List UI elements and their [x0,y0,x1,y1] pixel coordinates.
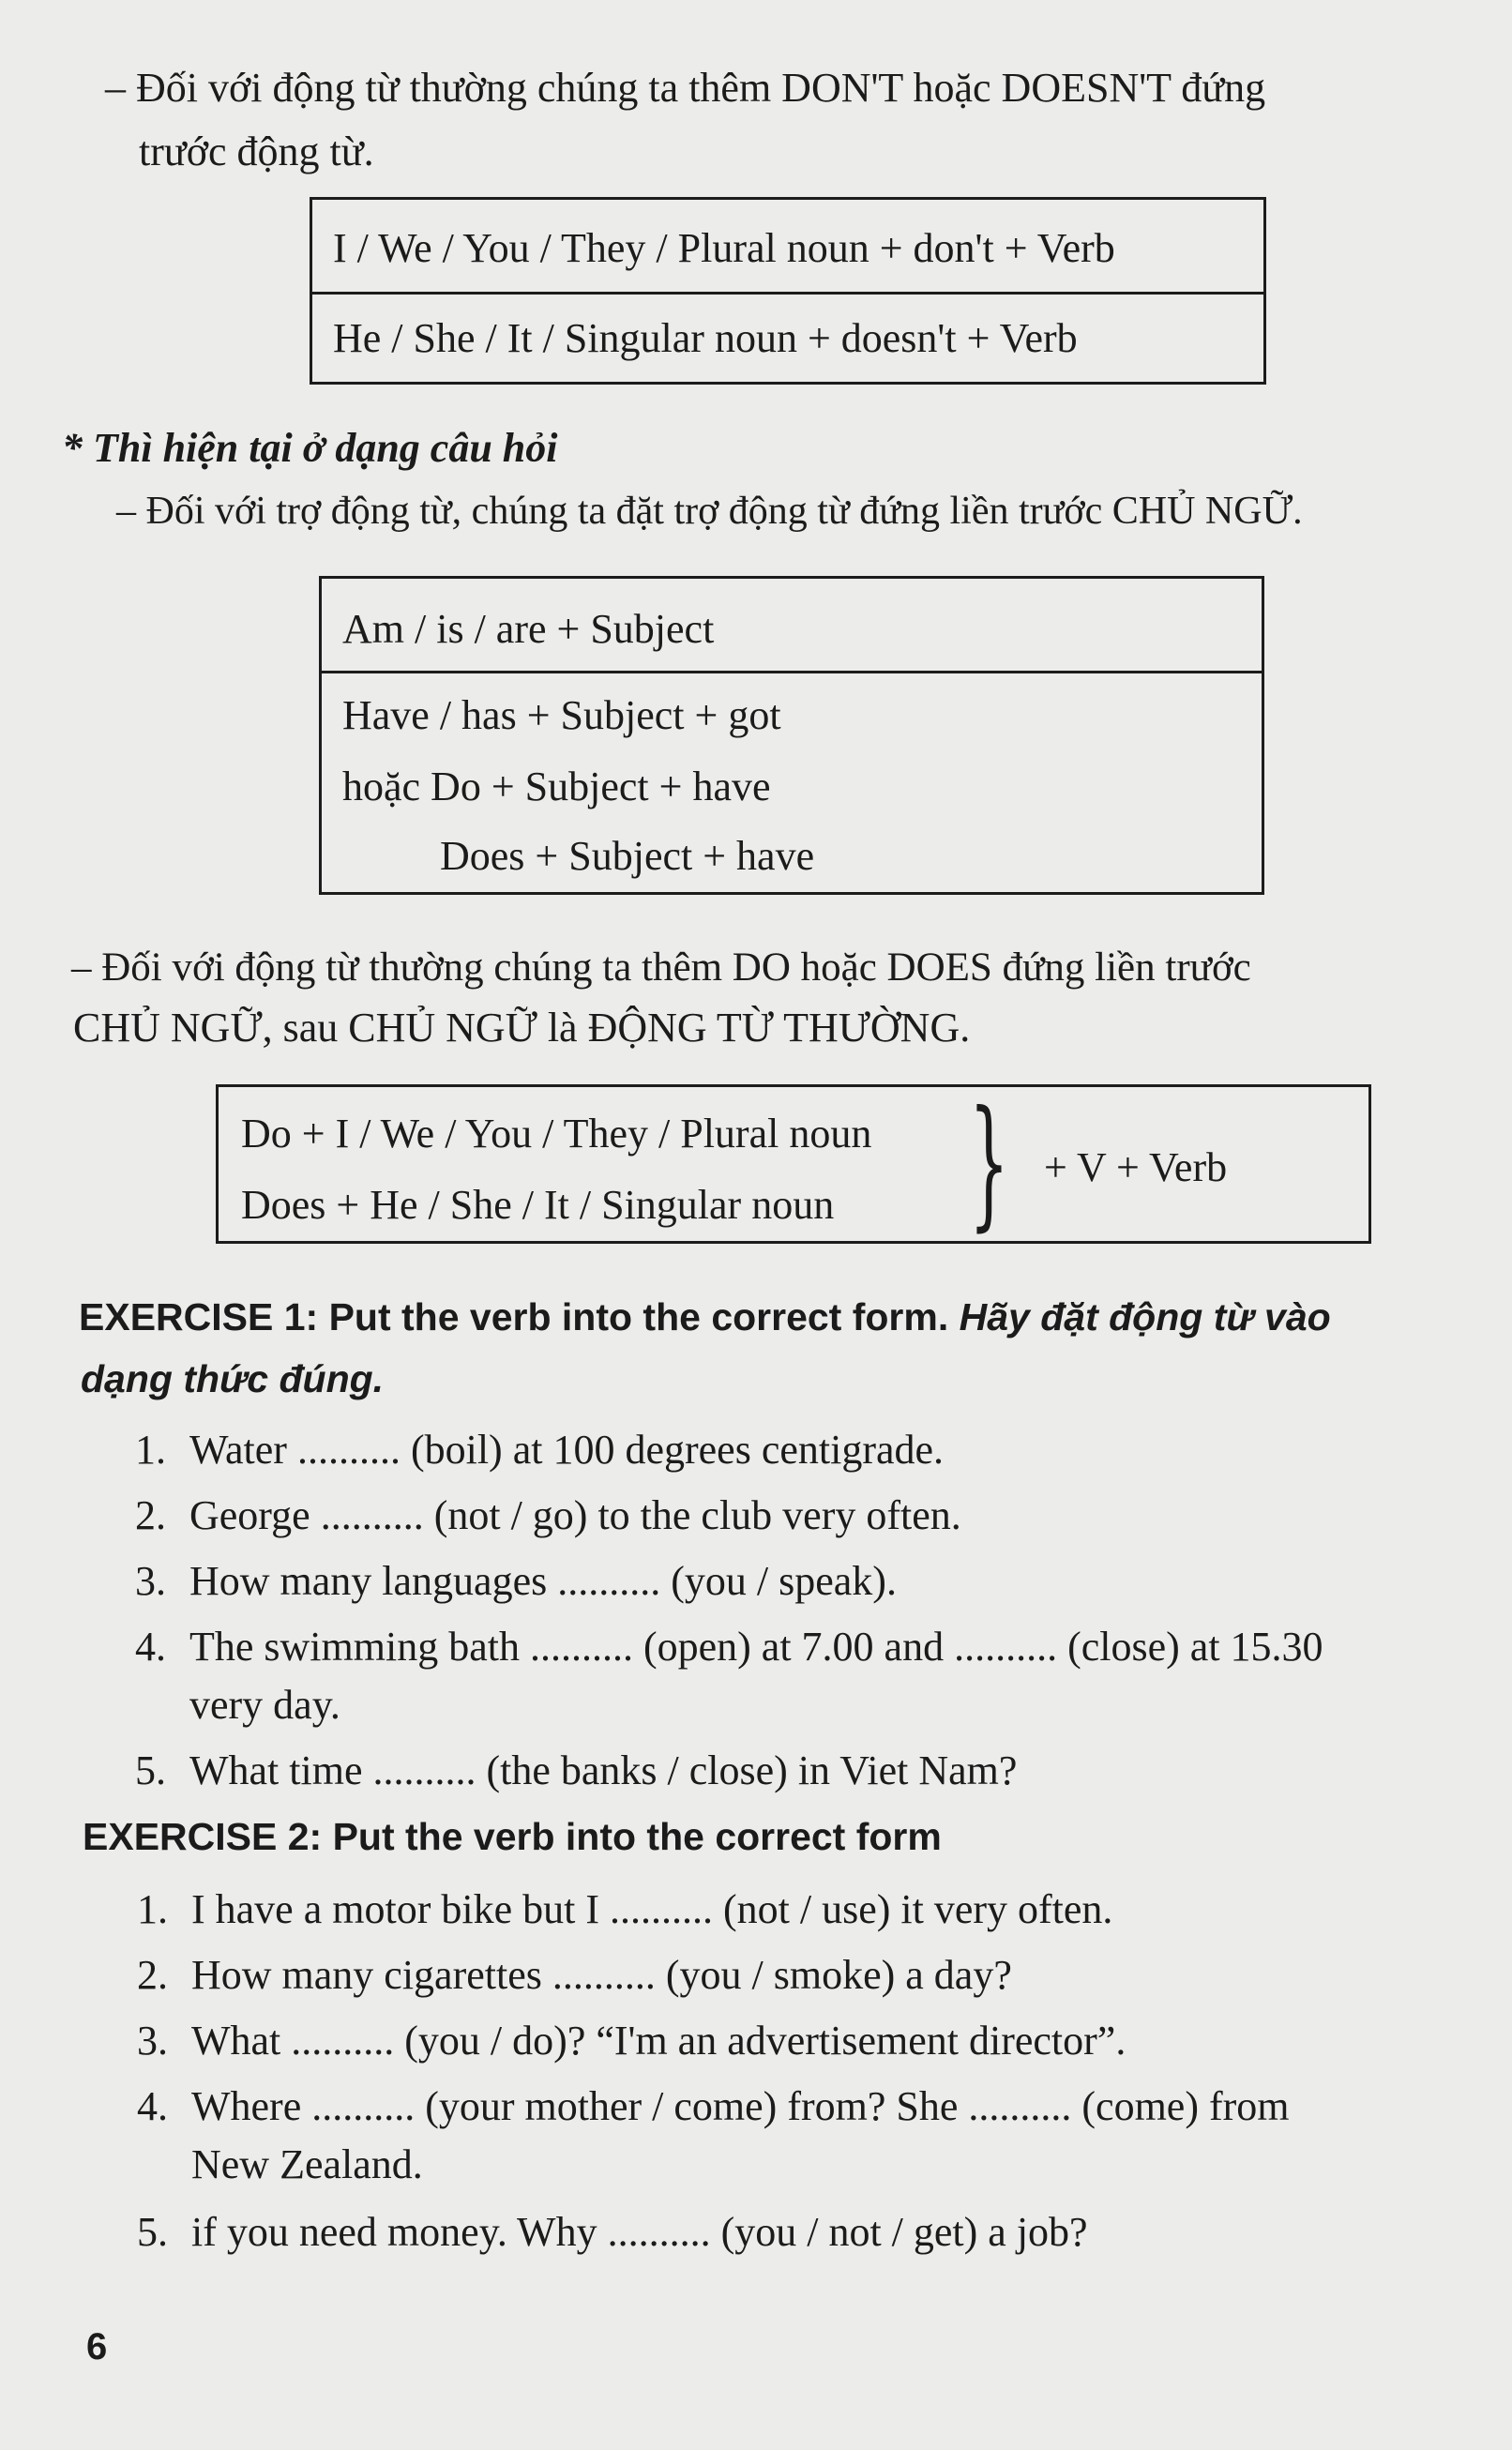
item-number: 5. [135,1747,166,1793]
auxiliary-question-table [319,576,1264,895]
item-text: George .......... (not / go) to the club very often. [189,1492,961,1538]
exercise-1-item [135,1426,944,1475]
item-number: 1. [137,1886,168,1932]
exercise-1-item [135,1747,1017,1796]
item-text: How many languages .......... (you / speak). [189,1558,897,1604]
intro-line-1: – Đối với động từ thường chúng ta thêm DON'T hoặc DOESN'T đứng [105,65,1266,111]
item-number: 3. [137,2018,168,2064]
exercise-1-title-en: EXERCISE 1: Put the verb into the correct form. [79,1295,949,1338]
item-number: 2. [135,1492,166,1538]
exercise-1-item [135,1557,897,1607]
negative-form-table [310,197,1266,385]
item-number: 3. [135,1558,166,1604]
exercise-2-item [137,1951,1012,2001]
item-text: What time .......... (the banks / close) in Viet Nam? [189,1747,1018,1793]
item-number: 4. [135,1624,166,1670]
regular-verb-note-line-1: – Đối với động từ thường chúng ta thêm DO hoặc DOES đứng liền trước [71,945,1251,990]
aux-row-does-have: Does + Subject + have [440,833,815,879]
exercise-1-item [135,1623,1323,1672]
exercise-1-item-cont: very day. [189,1682,340,1728]
right-brace-icon: } [969,1081,1009,1245]
exercise-2-item [137,1885,1112,1935]
do-plural-line: Do + I / We / You / They / Plural noun [241,1111,872,1157]
regular-verb-note-line-2: CHỦ NGỮ, sau CHỦ NGỮ là ĐỘNG TỪ THƯỜNG. [73,1005,971,1051]
exercise-2-item [137,2082,1290,2132]
exercise-2-title: EXERCISE 2: Put the verb into the correct form [83,1815,942,1858]
do-does-result: + V + Verb [1044,1144,1228,1190]
exercise-2-item [137,2208,1088,2258]
intro-line-2: trước động từ. [139,129,374,174]
item-text: Where .......... (your mother / come) from? She .......... (come) from [191,2083,1290,2129]
aux-verb-note: – Đối với trợ động từ, chúng ta đặt trợ động từ đứng liền trước CHỦ NGỮ. [116,490,1303,533]
page-number: 6 [86,2326,108,2367]
negative-row-plural: I / We / You / They / Plural noun + don't + Verb [333,225,1115,271]
do-does-question-table [216,1081,1371,1245]
item-text: What .......... (you / do)? “I'm an advertisement director”. [191,2018,1126,2064]
exercise-1-title-vi-cont: dạng thức đúng. [81,1357,385,1400]
item-number: 2. [137,1952,168,1998]
item-text: Water .......... (boil) at 100 degrees centigrade. [189,1427,945,1473]
exercise-2-item-cont: New Zealand. [191,2141,423,2187]
table-divider [322,671,1262,673]
aux-row-do-have: hoặc Do + Subject + have [342,764,771,809]
exercise-2-item [137,2017,1126,2066]
does-singular-line: Does + He / She / It / Singular noun [241,1182,835,1228]
item-text: How many cigarettes .......... (you / smoke) a day? [191,1952,1012,1998]
negative-row-singular: He / She / It / Singular noun + doesn't + Verb [333,315,1078,361]
question-form-heading: * Thì hiện tại ở dạng câu hỏi [62,425,558,471]
exercise-1-title-vi: Hãy đặt động từ vào [959,1295,1331,1338]
item-text: if you need money. Why .......... (you / not / get) a job? [191,2209,1088,2255]
exercise-1-item [135,1491,961,1541]
table-divider [312,292,1263,295]
item-number: 5. [137,2209,168,2255]
exercise-1-title [79,1294,1331,1340]
aux-row-be: Am / is / are + Subject [342,606,715,652]
item-number: 4. [137,2083,168,2129]
item-number: 1. [135,1427,166,1473]
aux-row-have-got: Have / has + Subject + got [342,692,781,738]
item-text: The swimming bath .......... (open) at 7.00 and .......... (close) at 15.30 [189,1624,1323,1670]
item-text: I have a motor bike but I .......... (not / use) it very often. [191,1886,1113,1932]
